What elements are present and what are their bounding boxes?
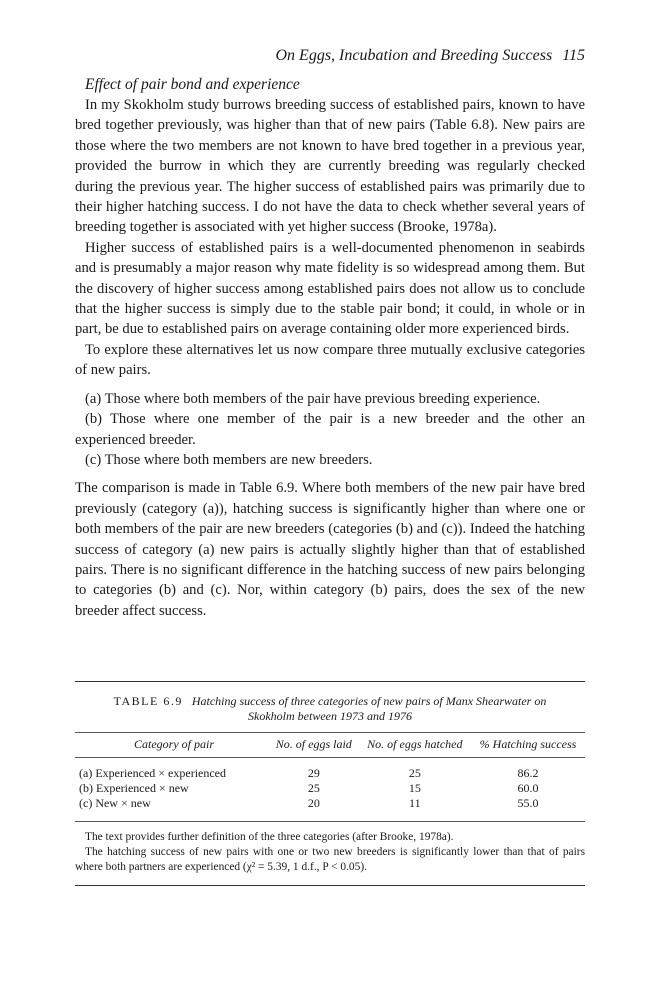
table-bottom-rule	[75, 821, 585, 822]
table-row	[75, 781, 585, 796]
table-cell: (a) Experienced × experienced	[79, 766, 227, 781]
table-6-9	[75, 681, 585, 886]
column-header-hatching-success: % Hatching success	[471, 733, 585, 758]
table-note-2: The hatching success of new pairs with one or two new breeders is significantly lower than that of pairs where both partners are experienced (χ² = 5.39, 1 d.f., P < 0.05).	[75, 846, 585, 874]
table-header-row	[75, 733, 585, 758]
paragraph-4: The comparison is made in Table 6.9. Where both members of the new pair have bred previously (category (a)), hatching success is significantly higher than where one or both members of the pair are new breeders (categories (b) and (c)). Indeed the hatching success of category (a) new pairs is actually slightly higher than that of established pairs. There is no significant difference in the hatching success of new pairs belonging to categories (b) and (c). Nor, within category (b) pairs, does the sex of the new breeder affect success.	[75, 480, 585, 619]
page-number: 115	[562, 47, 585, 64]
table-cell: (b) Experienced × new	[79, 781, 189, 796]
running-head-title: On Eggs, Incubation and Breeding Success	[275, 47, 553, 64]
table-caption-line-2: Skokholm between 1973 and 1976	[248, 709, 412, 724]
column-header-category: Category of pair	[75, 733, 269, 758]
table-cell: 20	[307, 796, 320, 811]
table-cell: 11	[409, 796, 421, 811]
table-title	[75, 694, 585, 724]
column-header-eggs-hatched: No. of eggs hatched	[359, 733, 471, 758]
table-row	[75, 796, 585, 819]
paragraph-1: In my Skokholm study burrows breeding success of established pairs, known to have bred together previously, was higher than that of new pairs (Table 6.8). New pairs are those where the two members are not known to have bred together in a previous year, provided the burrow in which they are currently breeding was regularly checked during the previous year. The higher success of established pairs was primarily due to their higher hatching success. I do not have the data to check whether several years of breeding together is associated with yet higher success (Brooke, 1978a).	[75, 97, 585, 236]
table-cell: 25	[307, 781, 320, 796]
table-notes	[75, 830, 585, 875]
table-caption-line-1: Hatching success of three categories of new pairs of Manx Shearwater on	[191, 694, 547, 709]
book-page	[75, 46, 585, 886]
paragraph-3: To explore these alternatives let us now compare three mutually exclusive categories of new pairs.	[75, 341, 585, 379]
table-cell: 29	[307, 766, 320, 781]
category-a-item: (a) Those where both members of the pair have previous breeding experience.	[85, 390, 541, 407]
category-c-item: (c) Those where both members are new breeders.	[85, 451, 373, 468]
column-header-eggs-laid: No. of eggs laid	[269, 733, 359, 758]
table-cell: 15	[408, 781, 421, 796]
section-heading: Effect of pair bond and experience	[85, 76, 300, 93]
table-row	[75, 758, 585, 782]
table-label: TABLE 6.9	[113, 694, 183, 709]
table-cell: (c) New × new	[79, 796, 151, 811]
paragraph-2: Higher success of established pairs is a well-documented phenomenon in seabirds and is presumably a major reason why mate fidelity is so widespread among them. But the discovery of higher success among established pairs does not allow us to conclude that the higher success is simply due to the stable pair bond; it could, in whole or in part, be due to established pairs on average containing older more experienced birds.	[75, 239, 585, 338]
table-cell: 55.0	[517, 796, 539, 811]
table-cell: 60.0	[517, 781, 539, 796]
category-b-item: (b) Those where one member of the pair is a new breeder and the other an experienced breeder.	[75, 411, 585, 448]
table-note-1: The text provides further definition of the three categories (after Brooke, 1978a).	[85, 831, 454, 844]
running-head	[75, 46, 585, 66]
table-cell: 86.2	[517, 766, 539, 781]
table-cell: 25	[408, 766, 421, 781]
data-table	[75, 732, 585, 819]
